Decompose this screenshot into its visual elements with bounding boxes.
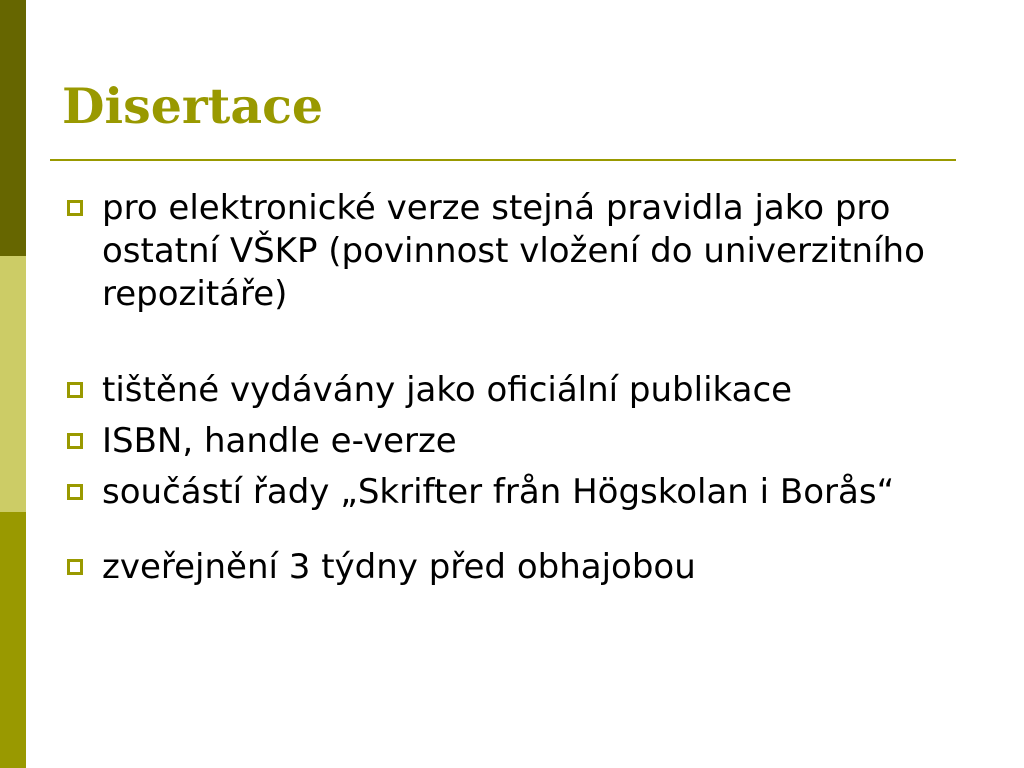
bullet-item (62, 187, 962, 316)
bullet-text: zveřejnění 3 týdny před obhajobou (102, 547, 696, 587)
hollow-square-icon (67, 559, 83, 575)
bullet-text: ISBN, handle e-verze (102, 421, 457, 461)
bullet-list (62, 187, 962, 589)
sidebar-middle-stripe (0, 256, 26, 512)
bullet-item (62, 369, 962, 412)
bullet-item (62, 420, 962, 463)
bullet-text: pro elektronické verze stejná pravidla jako pro ostatní VŠKP (povinnost vložení do univerzitního repozitáře) (102, 188, 925, 314)
hollow-square-icon (67, 484, 83, 500)
slide-title: Disertace (62, 77, 324, 135)
hollow-square-icon (67, 382, 83, 398)
bullet-item (62, 471, 962, 514)
bullet-text: tištěné vydávány jako oficiální publikace (102, 370, 793, 410)
bullet-item (62, 546, 962, 589)
hollow-square-icon (67, 433, 83, 449)
bullet-text: součástí řady „Skrifter från Högskolan i Borås“ (102, 472, 895, 512)
hollow-square-icon (67, 200, 83, 216)
sidebar-bottom-stripe (0, 512, 26, 768)
title-divider (50, 159, 956, 161)
sidebar-top-stripe (0, 0, 26, 256)
